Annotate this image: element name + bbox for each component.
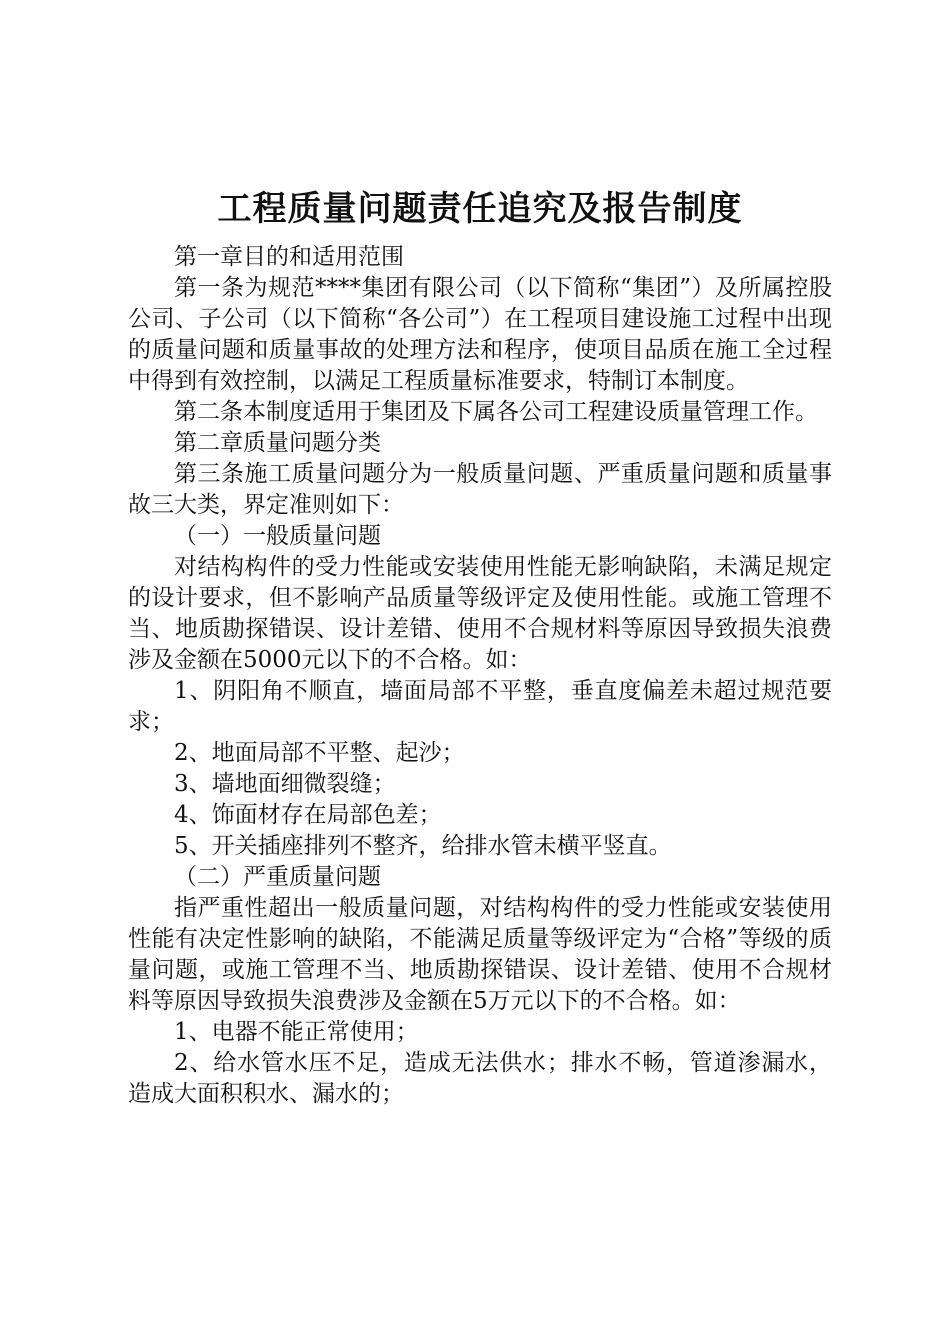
paragraph: 第一条为规范****集团有限公司（以下简称“集团”）及所属控股公司、子公司（以下简称“各公司”）在工程项目建设施工过程中出现的质量问题和质量事故的处理方法和程序，使项目品质在施工全过程中得到有效控制，以满足工程质量标准要求，特制订本制度。 xyxy=(128,275,832,394)
document-page xyxy=(128,182,832,1110)
document-body xyxy=(128,242,832,1110)
paragraph: 第三条施工质量问题分为一般质量问题、严重质量问题和质量事故三大类，界定准则如下： xyxy=(128,461,832,518)
section-heading: （一）一般质量问题 xyxy=(174,523,381,549)
section-heading: （二）严重质量问题 xyxy=(174,864,381,890)
chapter-heading: 第一章目的和适用范围 xyxy=(174,244,404,270)
paragraph: 对结构构件的受力性能或安装使用性能无影响缺陷，未满足规定的设计要求，但不影响产品质量等级评定及使用性能。或施工管理不当、地质勘探错误、设计差错、使用不合规材料等原因导致损失浪费涉及金额在5000元以下的不合格。如： xyxy=(128,554,832,673)
list-item: 1、阴阳角不顺直，墙面局部不平整，垂直度偏差未超过规范要求； xyxy=(128,678,832,735)
list-item: 1、电器不能正常使用； xyxy=(174,1019,419,1045)
list-item: 2、给水管水压不足，造成无法供水；排水不畅，管道渗漏水，造成大面积积水、漏水的； xyxy=(128,1050,832,1107)
list-item: 4、饰面材存在局部色差； xyxy=(174,802,442,828)
list-item: 5、开关插座排列不整齐，给排水管未横平竖直。 xyxy=(174,833,672,859)
list-item: 3、墙地面细微裂缝； xyxy=(174,771,396,797)
paragraph: 指严重性超出一般质量问题，对结构构件的受力性能或安装使用性能有决定性影响的缺陷，不能满足质量等级评定为“合格”等级的质量问题，或施工管理不当、地质勘探错误、设计差错、使用不合规材料等原因导致损失浪费涉及金额在5万元以下的不合格。如： xyxy=(128,895,832,1014)
paragraph: 第二条本制度适用于集团及下属各公司工程建设质量管理工作。 xyxy=(174,399,818,425)
document-title: 工程质量问题责任追究及报告制度 xyxy=(217,189,743,229)
chapter-heading: 第二章质量问题分类 xyxy=(174,430,381,456)
list-item: 2、地面局部不平整、起沙； xyxy=(174,740,465,766)
